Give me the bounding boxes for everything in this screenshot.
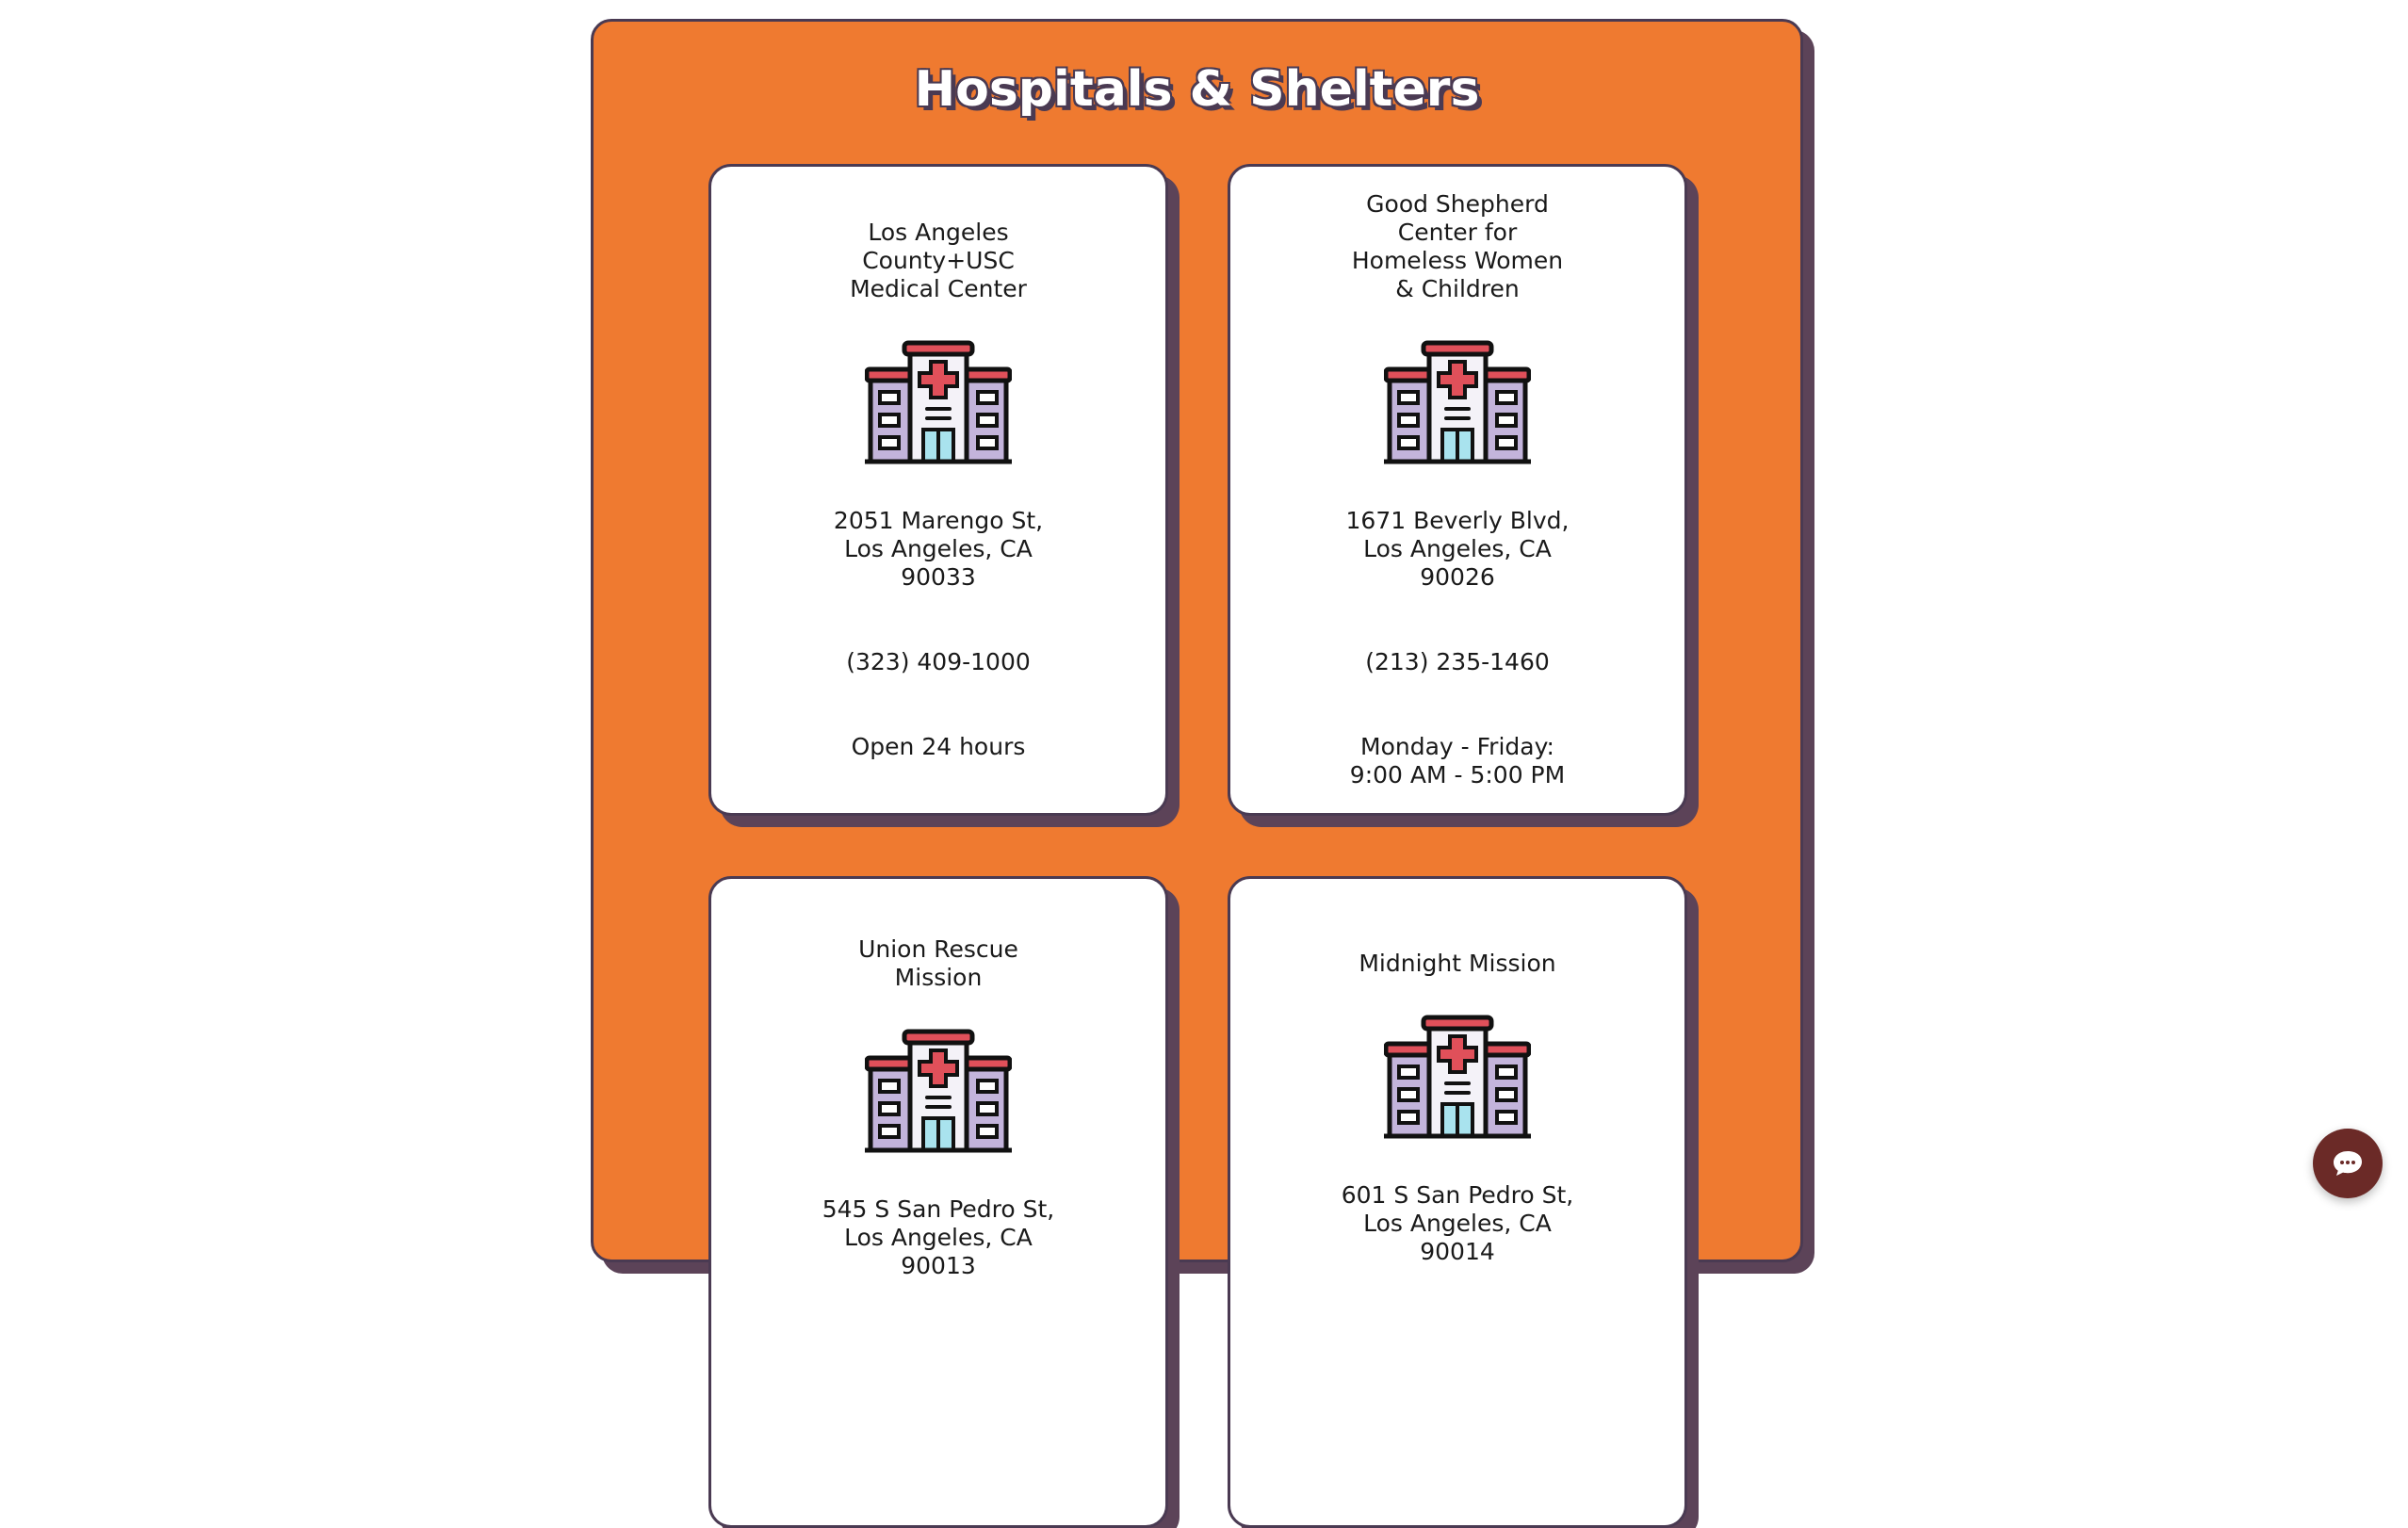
hospital-building-icon — [1384, 1014, 1531, 1142]
location-name: Los Angeles County+USC Medical Center — [850, 219, 1027, 302]
location-card[interactable] — [708, 876, 1168, 1528]
hospital-building-icon — [1384, 339, 1531, 467]
location-name: Midnight Mission — [1359, 950, 1556, 977]
location-hours: Monday - Friday: 9:00 AM - 5:00 PM — [1349, 733, 1566, 788]
location-address: 2051 Marengo St, Los Angeles, CA 90033 — [833, 507, 1044, 591]
hospital-building-icon — [865, 339, 1012, 467]
location-card[interactable] — [1228, 876, 1687, 1528]
location-address: 545 S San Pedro St, Los Angeles, CA 90013 — [822, 1195, 1055, 1279]
hospital-building-icon — [865, 1028, 1012, 1156]
location-address: 1671 Beverly Blvd, Los Angeles, CA 90026 — [1345, 507, 1570, 591]
location-card[interactable] — [1228, 164, 1687, 816]
location-phone: (323) 409-1000 — [846, 648, 1031, 675]
location-card[interactable] — [708, 164, 1168, 816]
location-name: Good Shepherd Center for Homeless Women & Children — [1351, 190, 1564, 302]
chat-widget-button[interactable] — [2313, 1129, 2383, 1198]
chat-bubble-icon — [2332, 1149, 2364, 1178]
location-phone: (213) 235-1460 — [1365, 648, 1550, 675]
location-address: 601 S San Pedro St, Los Angeles, CA 90014 — [1341, 1181, 1574, 1265]
location-hours: Open 24 hours — [851, 733, 1026, 760]
location-name: Union Rescue Mission — [858, 935, 1018, 991]
page-title: Hospitals & Shelters — [914, 61, 1480, 118]
